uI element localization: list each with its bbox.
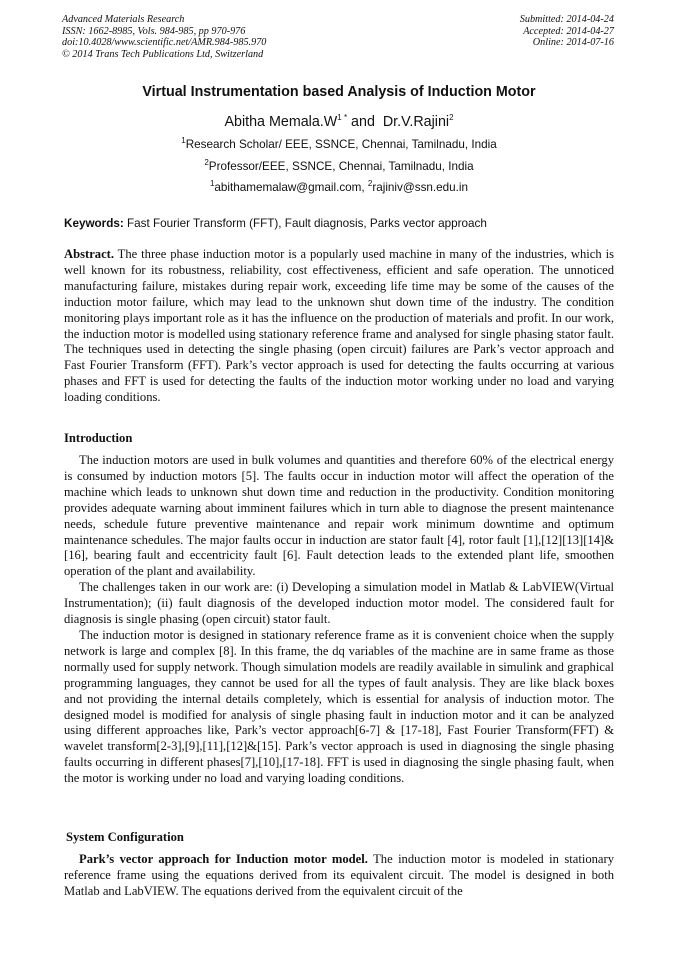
keywords-text: Fast Fourier Transform (FFT), Fault diagnosis, Parks vector approach: [123, 217, 487, 230]
intro-paragraph-2: The challenges taken in our work are: (i) Developing a simulation model in Matlab & LabVIEW(Virtual Instrumentation); (ii) fault diagnosis of the developed induction motor model. The considered fault for diagnosis is single phasing (open circuit) stator fault.: [64, 580, 614, 627]
system-text: The induction motor is modeled in stationary reference frame using the equations derived from its equivalent circuit. The model is designed in both Matlab and LabVIEW. The equations derived from the equivalent circuit of the: [64, 852, 614, 898]
copyright-line: © 2014 Trans Tech Publications Ltd, Switzerland: [62, 48, 264, 60]
author-1: Abitha Memala.W: [224, 114, 338, 130]
affiliation-1-text: Research Scholar/ EEE, SSNCE, Chennai, Tamilnadu, India: [185, 138, 497, 151]
system-configuration-body: [64, 852, 614, 900]
email-1: abithamemalaw@gmail.com,: [214, 181, 368, 194]
section-heading-system-configuration: System Configuration: [66, 830, 184, 844]
affiliation-1-sup: 1: [181, 136, 186, 146]
abstract: [64, 247, 614, 406]
abstract-label: Abstract.: [64, 247, 115, 261]
email-2-sup: 2: [367, 179, 373, 189]
journal-info: [62, 14, 266, 60]
keywords-label: Keywords:: [64, 217, 124, 230]
affiliation-2: [0, 160, 678, 173]
author-2-sup: 2: [449, 113, 454, 123]
issn-line: ISSN: 1662-8985, Vols. 984-985, pp 970-976: [62, 25, 246, 37]
email-1-sup: 1: [209, 179, 215, 189]
paper-title: Virtual Instrumentation based Analysis of Induction Motor: [142, 84, 536, 100]
section-heading-introduction: Introduction: [64, 431, 133, 445]
submitted-date: Submitted: 2014-04-24: [519, 14, 614, 25]
affiliation-1: [0, 138, 678, 151]
subsection-lead: Park’s vector approach for Induction motor model.: [79, 852, 368, 866]
journal-name: Advanced Materials Research: [62, 14, 185, 25]
affiliation-2-sup: 2: [204, 158, 209, 168]
submission-dates: [520, 14, 614, 49]
author-1-sup: 1 *: [337, 113, 348, 123]
author-line: [0, 114, 678, 130]
intro-paragraph-3: The induction motor is designed in stationary reference frame as it is convenient choice when the supply network is large and complex [8]. In this frame, the dq variables of the machine are in same frame as those normally used for supply network. Though simulation models are readily available in simulink and graphical programming languages, they cannot be used for all the types of fault analysis. They are like black boxes and not providing the internal details completely, which is essential for analysis of induction motor. The designed model is modified for analysis of single phasing fault in induction motor and it can be analyzed using different approaches like, Park’s vector approach[6-7] & [17-18], Fast Fourier Transform(FFT) & wavelet transform[2-3],[9],[11],[12]&[15]. Park’s vector approach is used in diagnosing the single phasing faults occurring in different phases[7],[10],[17-18]. FFT is used in diagnosing the single phasing fault, when the motor is working under no load and varying loading conditions.: [64, 627, 614, 786]
intro-paragraph-1: The induction motors are used in bulk volumes and quantities and therefore 60% of the electrical energy is consumed by induction motors [5]. The faults occur in induction motor will affect the operation of the machine which leads to unknown shut down time and reduction in the productivity. Condition monitoring provides adequate warning about imminent failures which in turn able to diagnose the present maintenance needs, schedule future preventive maintenance and repair work minimum downtime and optimum maintenance schedules. The major faults occur in induction are stator fault [4], rotor fault [1],[12][13][14]&[16], bearing fault and eccentricity fault [6]. Fault detection leads to the extended plant life, smoothen operation of the plant and availability.: [64, 453, 614, 579]
keywords: [64, 217, 616, 230]
doi-line: doi:10.4028/www.scientific.net/AMR.984-985.970: [62, 37, 267, 48]
author-2: Dr.V.Rajini: [382, 114, 450, 130]
author-and: and: [347, 114, 383, 130]
email-2: rajiniv@ssn.edu.in: [372, 181, 469, 194]
affiliation-2-text: Professor/EEE, SSNCE, Chennai, Tamilnadu, India: [208, 160, 474, 173]
abstract-text: The three phase induction motor is a popularly used machine in many of the industries, which is well known for its robustness, reliability, cost effectiveness, efficient and safe operation. The unnoticed manufacturing failure, mistakes during repair work, exceeding life time may be some of the causes of the induction motor failure, which may lead to the unknown shut down time of the industry. The condition monitoring plays important role as it has the influence on the production of materials and profit. In our work, the induction motor is modelled using stationary reference frame and analysed for single phasing stator fault. The techniques used in detecting the single phasing (open circuit) failures are Park’s vector approach and Fast Fourier Transform (FFT). Park’s vector approach is used for detecting the faults occurring at various phases and FFT is used for detecting the faults of the induction motor working under no load and varying loading conditions.: [64, 247, 614, 405]
online-date: Online: 2014-07-16: [532, 37, 614, 48]
introduction-body: [64, 453, 614, 787]
accepted-date: Accepted: 2014-04-27: [523, 25, 614, 37]
email-line: [0, 181, 678, 194]
